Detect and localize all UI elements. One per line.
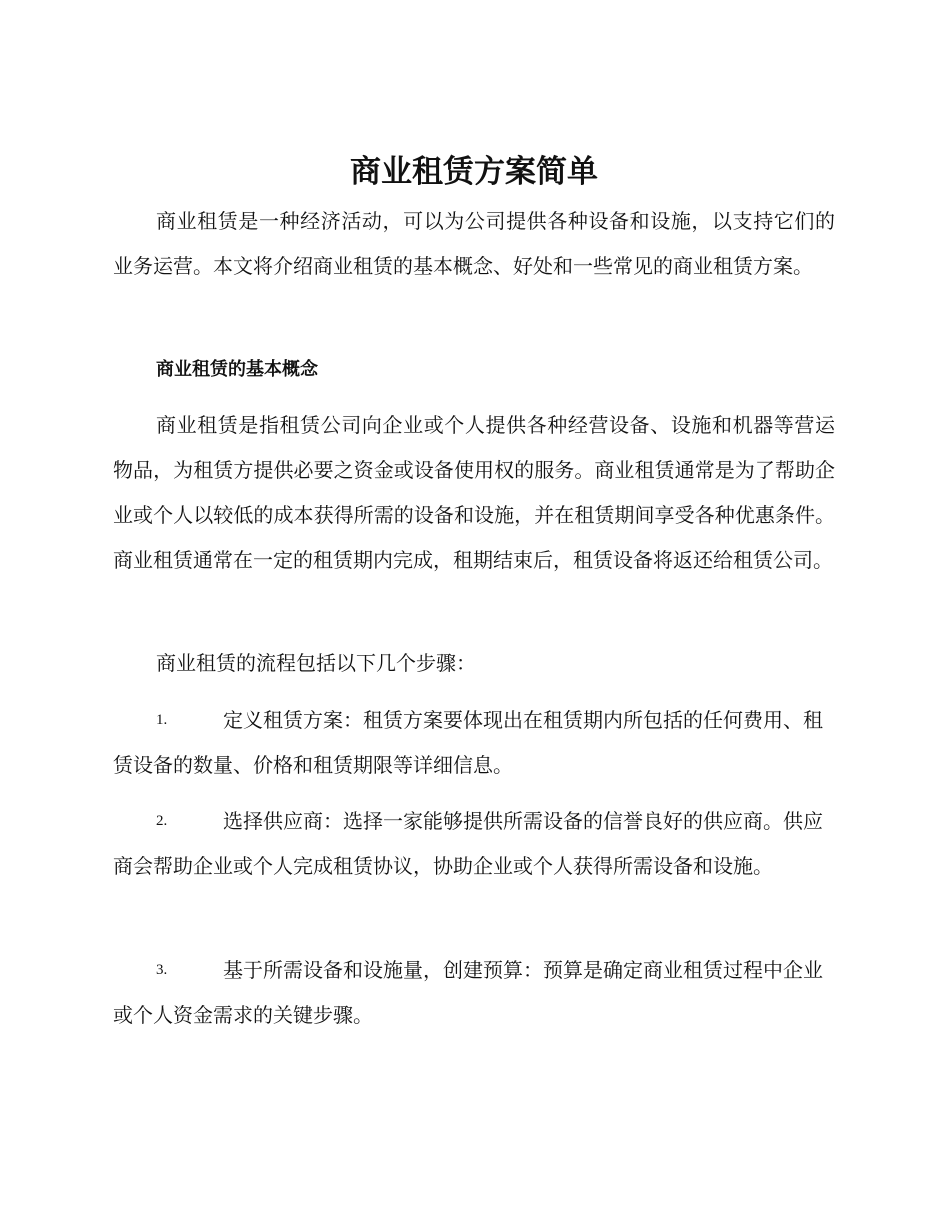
document-title: 商业租赁方案简单	[350, 154, 598, 190]
list-item-text: 定义租赁方案：租赁方案要体现出在租赁期内所包括的任何费用、租赁设备的数量、价格和租赁期限等详细信息。	[113, 708, 823, 777]
list-item	[113, 698, 835, 788]
list-item	[113, 948, 835, 1038]
list-item-number: 1.	[156, 712, 168, 728]
process-intro-paragraph: 商业租赁的流程包括以下几个步骤：	[156, 651, 476, 675]
list-item-number: 3.	[156, 962, 168, 978]
list-item-text: 基于所需设备和设施量，创建预算：预算是确定商业租赁过程中企业或个人资金需求的关键步骤。	[113, 958, 823, 1027]
section-heading: 商业租赁的基本概念	[156, 359, 318, 380]
intro-paragraph: 商业租赁是一种经济活动，可以为公司提供各种设备和设施，以支持它们的业务运营。本文将介绍商业租赁的基本概念、好处和一些常见的商业租赁方案。	[113, 209, 835, 278]
list-item	[113, 799, 835, 889]
list-item-number: 2.	[156, 813, 168, 829]
concept-paragraph: 商业租赁是指租赁公司向企业或个人提供各种经营设备、设施和机器等营运物品，为租赁方提供必要之资金或设备使用权的服务。商业租赁通常是为了帮助企业或个人以较低的成本获得所需的设备和设施，并在租赁期间享受各种优惠条件。商业租赁通常在一定的租赁期内完成，租期结束后，租赁设备将返还给租赁公司。	[113, 413, 835, 572]
list-item-text: 选择供应商：选择一家能够提供所需设备的信誉良好的供应商。供应商会帮助企业或个人完成租赁协议，协助企业或个人获得所需设备和设施。	[113, 809, 823, 878]
